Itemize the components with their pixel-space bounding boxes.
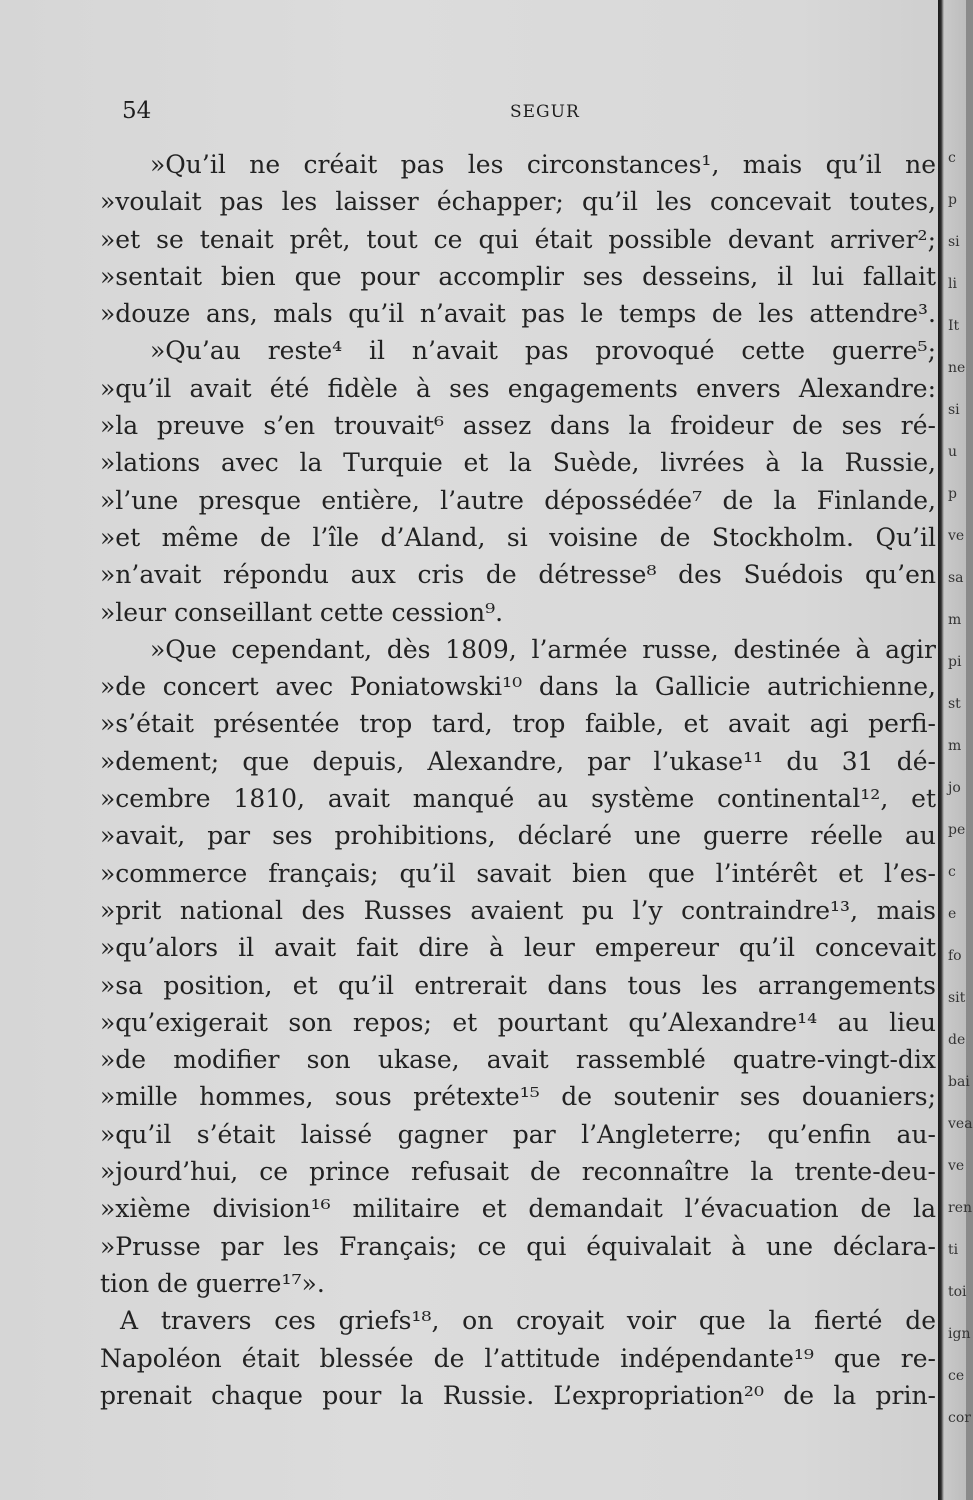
edge-text-fragment: de [948, 1032, 966, 1048]
text-line: »et même de l’île d’Aland, si voisine de Stockholm. Qu’il [100, 522, 936, 552]
text-line: »prit national des Russes avaient pu l’y contraindre¹³, mais [100, 895, 936, 925]
text-line: »qu’il s’était laissé gagner par l’Angleterre; qu’enfin au- [100, 1119, 936, 1149]
text-line: »l’une presque entière, l’autre dépossédée⁷ de la Finlande, [100, 485, 936, 515]
text-line: »mille hommes, sous prétexte¹⁵ de soutenir ses douaniers; [100, 1082, 936, 1112]
text-line: »s’était présentée trop tard, trop faible, et avait agi perfi- [100, 709, 936, 739]
edge-text-fragment: toi [948, 1284, 967, 1300]
edge-text-fragment: ne [948, 360, 966, 376]
text-line: »qu’il avait été fidèle à ses engagements envers Alexandre: [100, 373, 936, 403]
edge-text-fragment: jo [948, 780, 961, 796]
edge-text-fragment: st [948, 696, 961, 712]
text-line: »qu’exigerait son repos; et pourtant qu’Alexandre¹⁴ au lieu [100, 1007, 936, 1037]
text-line: »commerce français; qu’il savait bien que l’intérêt et l’es- [100, 858, 936, 888]
text-line: tion de guerre¹⁷». [100, 1268, 325, 1298]
text-line: »leur conseillant cette cession⁹. [100, 597, 504, 627]
text-line: »de modifier son ukase, avait rassemblé quatre-vingt-dix [100, 1045, 936, 1075]
edge-text-fragment: ve [948, 528, 965, 544]
text-line: »Qu’il ne créait pas les circonstances¹, mais qu’il ne [150, 150, 936, 179]
edge-text-fragment: vea [948, 1116, 973, 1132]
text-line: »qu’alors il avait fait dire à leur empereur qu’il concevait [100, 933, 936, 963]
text-line: »la preuve s’en trouvait⁶ assez dans la froideur de ses ré- [100, 411, 936, 441]
text-line: »Prusse par les Français; ce qui équivalait à une déclara- [100, 1231, 936, 1261]
edge-text-fragment: li [948, 276, 957, 292]
edge-text-fragment: pi [948, 654, 962, 670]
text-line: »avait, par ses prohibitions, déclaré une guerre réelle au [100, 821, 936, 851]
text-line: »voulait pas les laisser échapper; qu’il les concevait toutes, [100, 187, 936, 217]
text-line: »douze ans, mals qu’il n’avait pas le temps de les attendre³. [100, 299, 936, 329]
body-text [100, 146, 936, 1414]
edge-text-fragment: sit [948, 990, 966, 1006]
text-line: »de concert avec Poniatowski¹⁰ dans la Gallicie autrichienne, [100, 672, 936, 702]
text-line: »sentait bien que pour accomplir ses desseins, il lui fallait [100, 261, 936, 291]
text-line: Napoléon était blessée de l’attitude indépendante¹⁹ que re- [100, 1343, 936, 1373]
page-number: 54 [122, 98, 152, 124]
edge-text-fragment: c [948, 150, 956, 166]
edge-text-fragment: ve [948, 1158, 965, 1174]
adjacent-page-edge [938, 0, 973, 1500]
text-line: »Qu’au reste⁴ il n’avait pas provoqué cette guerre⁵; [150, 336, 936, 366]
text-line: »xième division¹⁶ militaire et demandait l’évacuation de la [100, 1194, 936, 1224]
edge-text-fragment: e [948, 906, 957, 922]
text-line: »et se tenait prêt, tout ce qui était possible devant arriver²; [100, 224, 936, 254]
edge-text-fragment: pe [948, 822, 966, 838]
edge-text-fragment: It [948, 318, 960, 334]
text-line: »cembre 1810, avait manqué au système continental¹², et [100, 784, 936, 814]
edge-text-fragment: m [948, 738, 962, 754]
text-line: prenait chaque pour la Russie. L’expropriation²⁰ de la prin- [100, 1380, 936, 1410]
edge-text-fragment: ren [948, 1200, 972, 1216]
edge-text-fragment: si [948, 402, 960, 418]
running-title: SEGUR [510, 102, 580, 122]
edge-text-fragment: u [948, 444, 958, 460]
text-line: »jourd’hui, ce prince refusait de reconnaître la trente-deu- [100, 1157, 936, 1187]
text-line: »dement; que depuis, Alexandre, par l’ukase¹¹ du 31 dé- [100, 746, 936, 776]
edge-text-fragment: ign [948, 1326, 971, 1342]
edge-text-fragment: fo [948, 948, 962, 964]
edge-text-fragment: ce [948, 1368, 965, 1384]
edge-text-fragment: cor [948, 1410, 971, 1426]
edge-text-fragment: ti [948, 1242, 959, 1258]
edge-text-fragment: c [948, 864, 956, 880]
page-header [122, 98, 942, 128]
text-line: »sa position, et qu’il entrerait dans tous les arrangements [100, 970, 936, 1000]
edge-text-fragment: p [948, 192, 957, 208]
text-line: A travers ces griefs¹⁸, on croyait voir que la fierté de [120, 1306, 936, 1336]
edge-text-fragment: bai [948, 1074, 970, 1090]
edge-text-fragment: m [948, 612, 962, 628]
edge-text-fragment: si [948, 234, 960, 250]
text-line: »n’avait répondu aux cris de détresse⁸ des Suédois qu’en [100, 560, 936, 590]
edge-text-fragment: sa [948, 570, 964, 586]
text-line: »Que cependant, dès 1809, l’armée russe, destinée à agir [150, 634, 936, 664]
edge-text-fragment: p [948, 486, 957, 502]
text-line: »lations avec la Turquie et la Suède, livrées à la Russie, [100, 448, 936, 478]
